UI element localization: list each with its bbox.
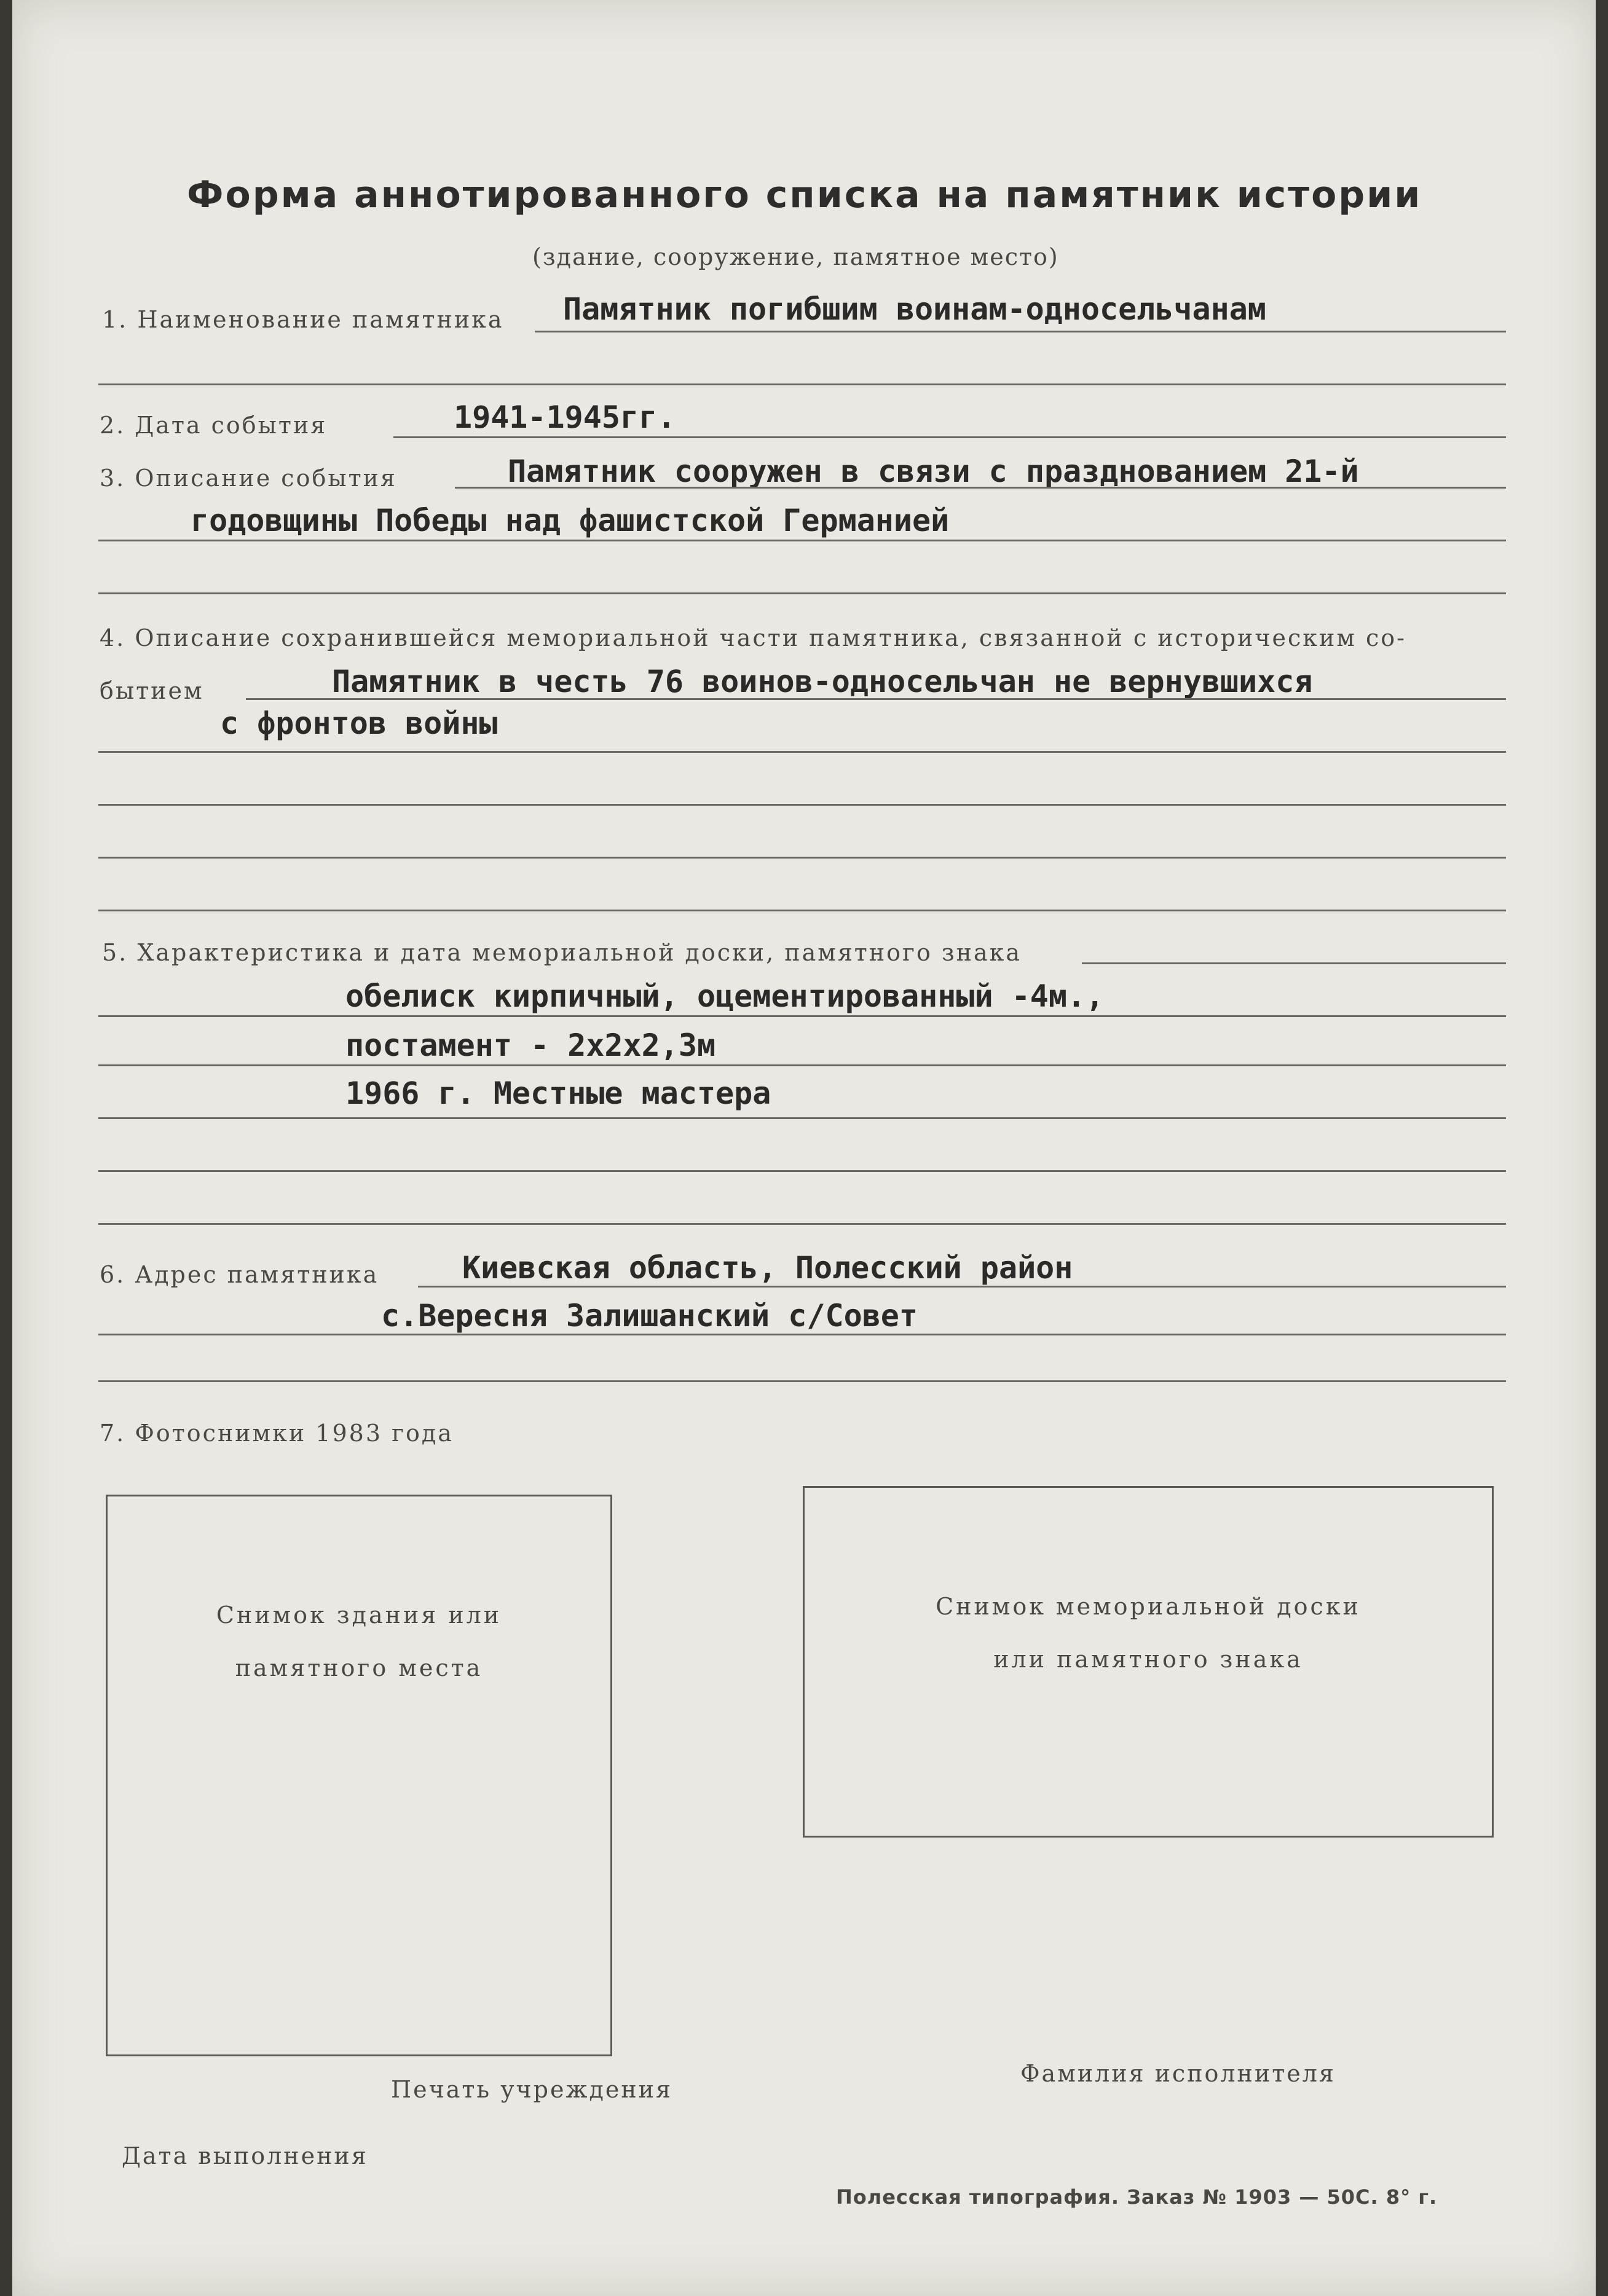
- caption-line: памятного места: [235, 1654, 483, 1681]
- field-3-label: 3. Описание события: [100, 465, 397, 492]
- form-subtitle: (здание, сооружение, памятное место): [532, 243, 1059, 270]
- caption-line: или памятного знака: [993, 1646, 1303, 1673]
- field-4-label-line-1: 4. Описание сохранившейся мемориальной части памятника, связанной с историческим со-: [100, 624, 1406, 651]
- field-4-label-line-2: бытием: [100, 677, 204, 704]
- rule: [98, 1223, 1506, 1225]
- field-7-label: 7. Фотоснимки 1983 года: [100, 1420, 454, 1447]
- field-2-label: 2. Дата события: [100, 412, 328, 439]
- field-2-value: 1941-1945гг.: [454, 399, 676, 435]
- rule: [98, 383, 1506, 385]
- rule: [98, 1015, 1506, 1017]
- rule: [98, 857, 1506, 859]
- rule: [98, 1170, 1506, 1172]
- caption-line: Снимок мемориальной доски: [936, 1593, 1361, 1620]
- photo-box-building-caption: [108, 1589, 610, 1694]
- field-6-line-1: Киевская область, Полесский район: [462, 1250, 1073, 1286]
- rule: [455, 487, 1506, 489]
- field-5-line-2: постамент - 2х2х2,3м: [345, 1028, 716, 1063]
- rule: [98, 751, 1506, 753]
- rule: [98, 804, 1506, 806]
- rule: [393, 436, 1506, 438]
- rule: [98, 540, 1506, 541]
- rule: [98, 1334, 1506, 1335]
- field-6-line-2: с.Вересня Залишанский с/Совет: [381, 1298, 918, 1334]
- rule: [98, 910, 1506, 911]
- rule: [1082, 962, 1506, 964]
- form-sheet: [12, 0, 1596, 2296]
- field-5-line-3: 1966 г. Местные мастера: [345, 1075, 771, 1111]
- photo-box-memorial-caption: [805, 1580, 1492, 1686]
- field-3-line-2: годовщины Победы над фашистской Германией: [191, 503, 950, 538]
- field-1-value: Памятник погибшим воинам-односельчанам: [563, 291, 1266, 327]
- rule: [535, 331, 1506, 332]
- field-5-label: 5. Характеристика и дата мемориальной доски, памятного знака: [102, 939, 1022, 966]
- field-5-line-1: обелиск кирпичный, оцементированный -4м.,: [345, 978, 1105, 1014]
- rule: [98, 1117, 1506, 1119]
- field-1-label: 1. Наименование памятника: [102, 306, 504, 333]
- photo-box-memorial: [803, 1486, 1494, 1838]
- executor-label: Фамилия исполнителя: [1020, 2060, 1336, 2087]
- field-3-line-1: Памятник сооружен в связи с празднованием 21-й: [508, 454, 1359, 489]
- rule: [98, 1064, 1506, 1066]
- form-title: Форма аннотированного списка на памятник истории: [187, 173, 1422, 216]
- rule: [98, 1380, 1506, 1382]
- rule: [418, 1286, 1506, 1288]
- field-4-line-1: Памятник в честь 76 воинов-односельчан не вернувшихся: [332, 664, 1313, 699]
- caption-line: Снимок здания или: [216, 1602, 502, 1629]
- photo-box-building: [106, 1495, 612, 2056]
- seal-label: Печать учреждения: [391, 2076, 672, 2103]
- rule: [246, 698, 1506, 700]
- rule: [98, 592, 1506, 594]
- date-label: Дата выполнения: [122, 2142, 368, 2169]
- printer-imprint: Полесская типография. Заказ № 1903 — 50С. 8° г.: [836, 2185, 1438, 2209]
- field-6-label: 6. Адрес памятника: [100, 1261, 379, 1288]
- field-4-line-2: с фронтов войны: [220, 706, 498, 741]
